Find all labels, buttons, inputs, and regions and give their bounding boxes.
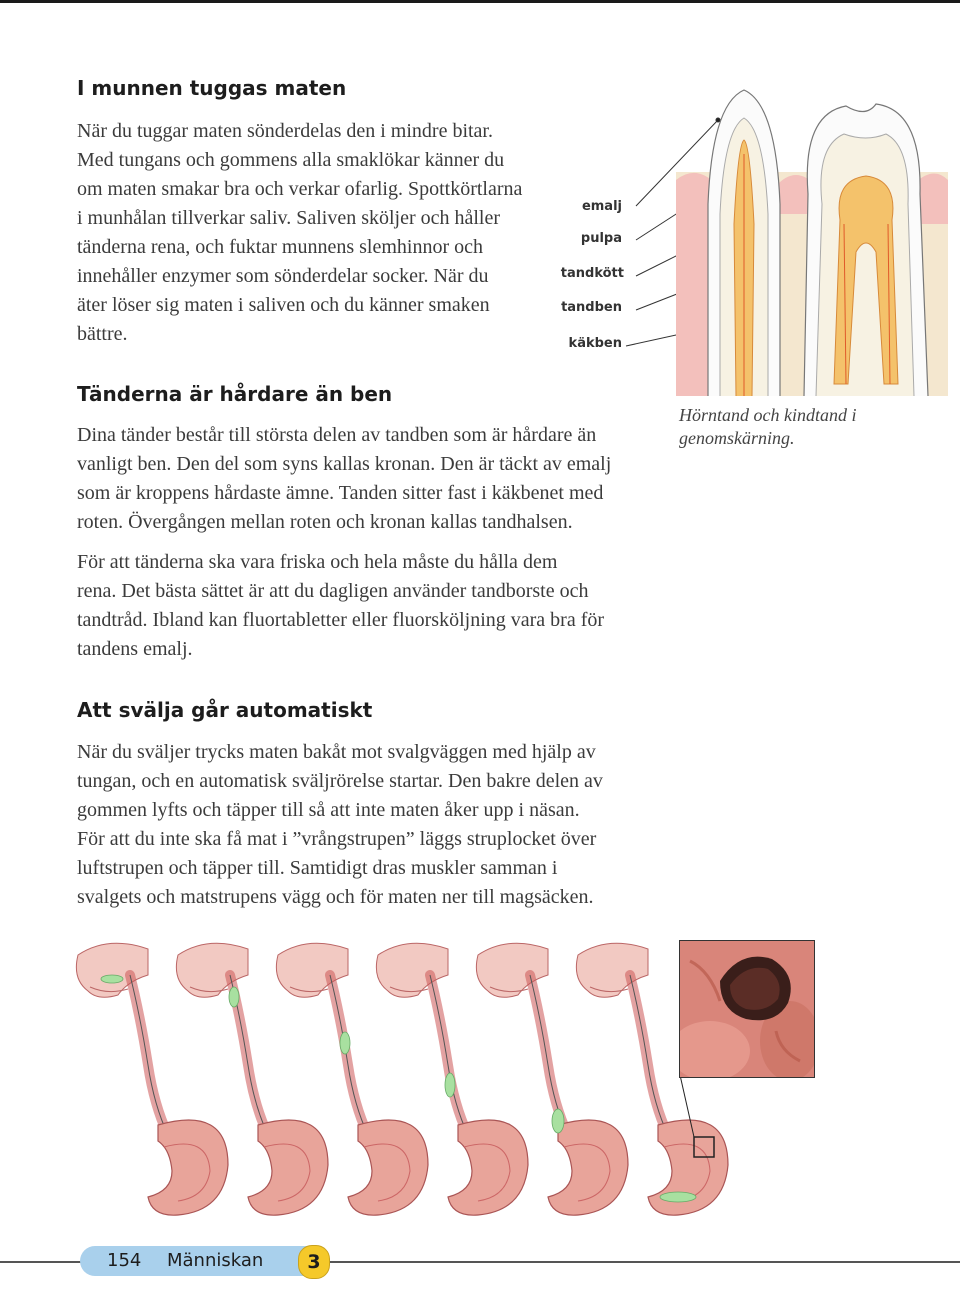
- text-line: För att tänderna ska vara friska och hela måste du hålla dem: [77, 551, 558, 573]
- text-line: gommen lyfts och täpper till så att inte maten åker upp i näsan.: [77, 799, 580, 821]
- text-line: bättre.: [77, 323, 128, 345]
- heading-swallowing: Att svälja går automatiskt: [77, 698, 373, 722]
- text-line: innehåller enzymer som sönderdelar socker. När du: [77, 265, 489, 287]
- chapter-number-badge: 3: [298, 1245, 330, 1279]
- text-line: När du sväljer trycks maten bakåt mot svalgväggen med hjälp av: [77, 741, 596, 763]
- text-line: När du tuggar maten sönderdelas den i mindre bitar.: [77, 120, 493, 142]
- paragraph-teeth-1: [77, 421, 657, 537]
- top-rule: [0, 0, 960, 3]
- tooth-cross-section-illustration: [676, 84, 948, 396]
- text-line: om maten smakar bra och verkar ofarlig. Spottkörtlarna: [77, 178, 523, 200]
- text-line: Med tungans och gommens alla smaklökar känner du: [77, 149, 505, 171]
- label-tandkott: tandkött: [560, 266, 624, 281]
- text-line: svalgets och matstrupens vägg och för maten ner till magsäcken.: [77, 886, 594, 908]
- chapter-title: Människan: [167, 1250, 264, 1271]
- paragraph-swallowing: [77, 738, 677, 912]
- paragraph-teeth-2: [77, 548, 657, 664]
- text-line: rena. Det bästa sättet är att du dagligen använder tandborste och: [77, 580, 589, 602]
- heading-chewing: I munnen tuggas maten: [77, 76, 347, 100]
- text-line: äter löser sig maten i saliven och du känner smaken: [77, 294, 490, 316]
- heading-teeth: Tänderna är hårdare än ben: [77, 382, 393, 406]
- text-line: För att du inte ska få mat i ”vrångstrupen” läggs struplocket över: [77, 828, 597, 850]
- label-tandben: tandben: [561, 300, 622, 315]
- text-line: som är kroppens hårdaste ämne. Tanden sitter fast i käkbenet med: [77, 482, 604, 504]
- text-line: vanligt ben. Den del som syns kallas kronan. Den är täckt av emalj: [77, 453, 612, 475]
- text-line: tungan, och en automatisk sväljrörelse startar. Den bakre delen av: [77, 770, 603, 792]
- text-line: tandtråd. Ibland kan fluortabletter eller fluorsköljning vara bra för: [77, 609, 605, 631]
- text-line: tandens emalj.: [77, 638, 193, 660]
- text-line: i munhålan tillverkar saliv. Saliven sköljer och håller: [77, 207, 501, 229]
- text-line: roten. Övergången mellan roten och kronan kallas tandhalsen.: [77, 511, 573, 533]
- tooth-figure-caption: Hörntand och kindtand i genomskärning.: [679, 405, 857, 448]
- page-number: 154: [107, 1250, 142, 1271]
- label-emalj: emalj: [581, 199, 622, 214]
- text-line: Dina tänder består till största delen av tandben som är hårdare än: [77, 424, 597, 446]
- label-kakben: käkben: [568, 336, 622, 351]
- text-line: tänderna rena, och fuktar munnens slemhinnor och: [77, 236, 483, 258]
- label-pulpa: pulpa: [580, 231, 622, 246]
- swallowing-sequence-illustration: [68, 935, 748, 1225]
- paragraph-chewing: [77, 117, 567, 349]
- text-line: luftstrupen och täpper till. Samtidigt dras muskler samman i: [77, 857, 558, 879]
- stomach-closeup-photo: [679, 940, 815, 1078]
